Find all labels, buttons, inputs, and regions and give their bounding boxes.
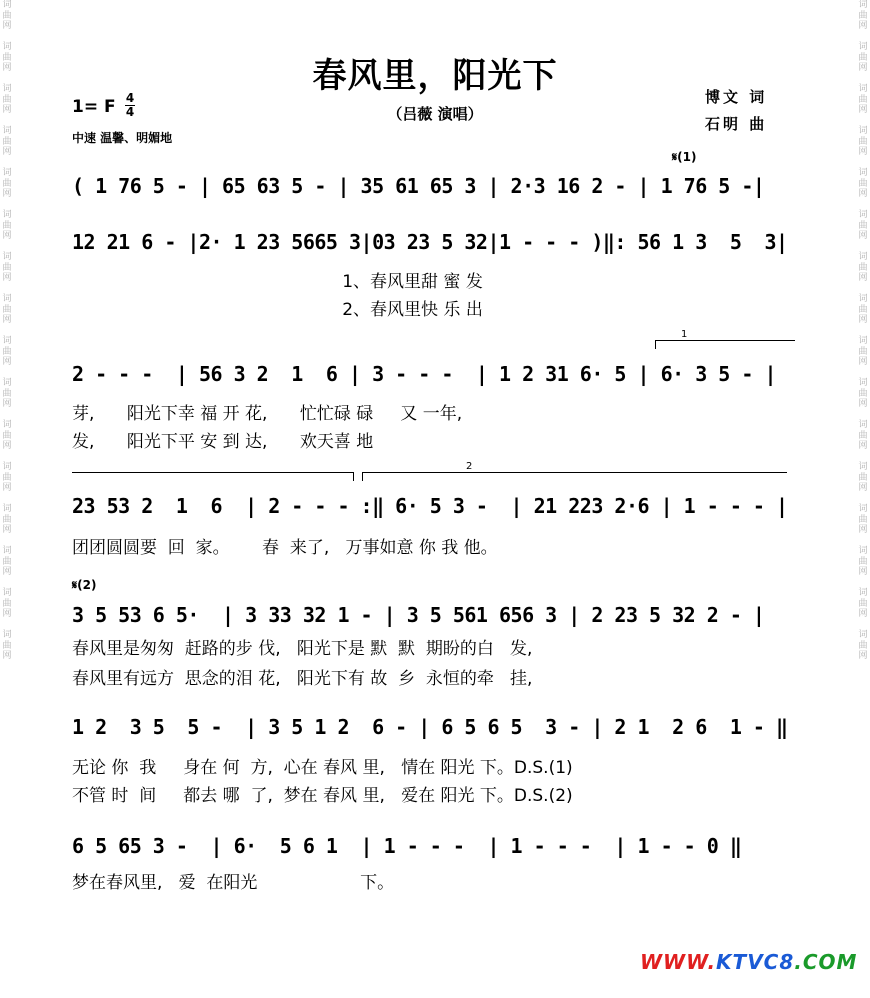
time-top: 4 [125, 91, 135, 105]
lyrics-row-5-verse-1: 春风里是匆匆 赶路的步 伐, 阳光下是 默 默 期盼的白 发, [72, 639, 533, 659]
lyrics-row-6-verse-2: 不管 时 间 都去 哪 了, 梦在 春风 里, 爱在 阳光 下。D.S.(2) [72, 786, 573, 806]
notation-row-4: 23 53 2 1 6 | 2 - - - :‖ 6· 5 3 - | 21 223 2·6 | 1 - - - | [72, 494, 788, 518]
side-watermark-right: 词 曲 网 词 曲 网 词 曲 网 词 曲 网 词 曲 网 词 曲 网 词 曲 网 词 曲 网 词 曲 网 词 曲 网 词 曲 网 词 曲 网 词 曲 网 词 曲 网 词 曲 网 词 曲 网 [858, 0, 868, 661]
volta-number-1: 1 [681, 329, 688, 340]
lyrics-row-3-verse-2: 发, 阳光下平 安 到 达, 欢天喜 地 [72, 432, 374, 452]
segno-1: 𝄋(1) [672, 150, 697, 164]
tempo-marking: 中速 温馨、明媚地 [72, 131, 173, 145]
lyrics-row-2-verse-2: 2、春风里快 乐 出 [72, 300, 483, 320]
time-signature [125, 92, 135, 119]
notation-row-3: 2 - - - | 56 3 2 1 6 | 3 - - - | 1 2 31 6· 5 | 6· 3 5 - | [72, 362, 777, 386]
key-signature: 1= F [72, 97, 116, 117]
watermark-www: WWW. [640, 950, 717, 974]
lyrics-row-5-verse-2: 春风里有远方 思念的泪 花, 阳光下有 故 乡 永恒的牵 挂, [72, 669, 533, 689]
side-watermark-left: 词 曲 网 词 曲 网 词 曲 网 词 曲 网 词 曲 网 词 曲 网 词 曲 网 词 曲 网 词 曲 网 词 曲 网 词 曲 网 词 曲 网 词 曲 网 词 曲 网 词 曲 网 词 曲 网 [2, 0, 12, 661]
volta-bracket-2 [362, 461, 787, 473]
notation-row-7: 6 5 65 3 - | 6· 5 6 1 | 1 - - - | 1 - - - | 1 - - 0 ‖ [72, 834, 742, 858]
watermark-com: .COM [794, 950, 858, 974]
volta-number-2: 2 [466, 461, 473, 472]
notation-row-6: 1 2 3 5 5 - | 3 5 1 2 6 - | 6 5 6 5 3 - | 2 1 2 6 1 - ‖ [72, 715, 788, 739]
segno-2: 𝄋(2) [72, 578, 97, 592]
lyrics-row-4: 团团圆圆要 回 家。 春 来了, 万事如意 你 我 他。 [72, 538, 498, 558]
lyrics-row-6-verse-1: 无论 你 我 身在 何 方, 心在 春风 里, 情在 阳光 下。D.S.(1) [72, 758, 573, 778]
volta-bracket-1-cont [72, 472, 354, 473]
lyrics-row-3-verse-1: 芽, 阳光下幸 福 开 花, 忙忙碌 碌 又 一年, [72, 404, 463, 424]
volta-bracket-1 [655, 329, 795, 341]
singer: （吕薇 演唱） [387, 105, 483, 123]
notation-row-2: 12 21 6 - |2· 1 23 5665 3|03 23 5 32|1 - - - )‖: 56 1 3 5 3| [72, 230, 788, 254]
song-title: 春风里，阳光下 [312, 56, 558, 96]
notation-row-5: 3 5 53 6 5· | 3 33 32 1 - | 3 5 561 656 3 | 2 23 5 32 2 - | [72, 603, 765, 627]
lyrics-row-7: 梦在春风里, 爱 在阳光 下。 [72, 873, 395, 893]
lyricist: 博文 词 [705, 88, 768, 106]
lyrics-row-2-verse-1: 1、春风里甜 蜜 发 [72, 272, 483, 292]
notation-row-1: ( 1 76 5 - | 65 63 5 - | 35 61 65 3 | 2·3 16 2 - | 1 76 5 -| [72, 174, 765, 198]
site-watermark [640, 950, 857, 974]
composer: 石明 曲 [705, 115, 768, 133]
time-bottom: 4 [125, 105, 135, 119]
watermark-brand: KTVC8 [716, 950, 795, 974]
